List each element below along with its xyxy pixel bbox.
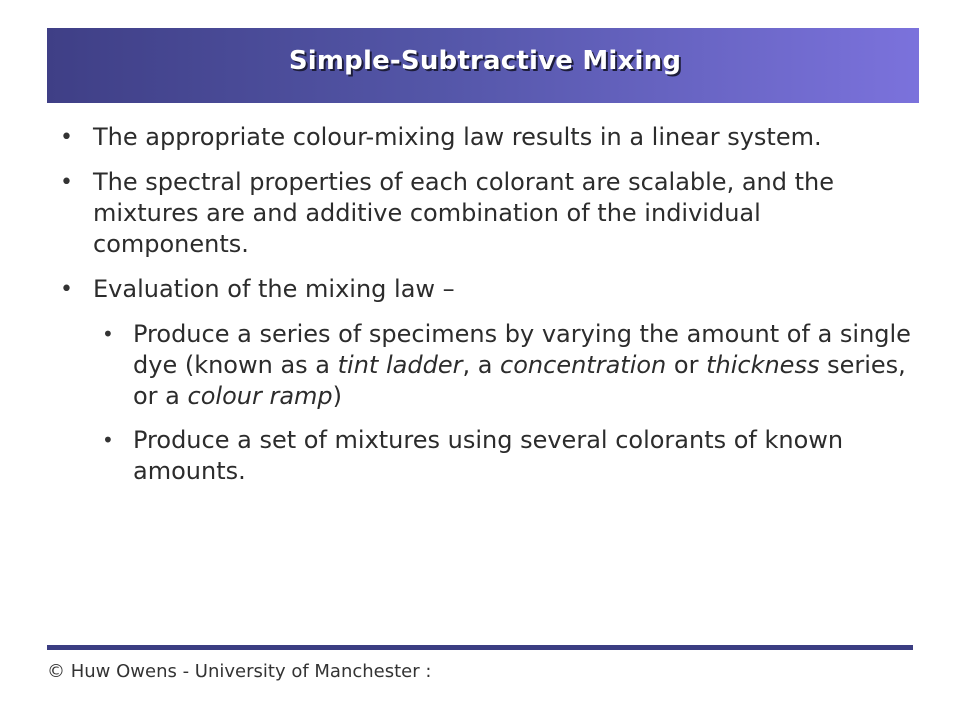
sub-bullet-item bbox=[98, 425, 918, 487]
bullet-dot-icon: • bbox=[60, 125, 73, 150]
text-run: , a bbox=[462, 351, 501, 379]
footer-credit: © Huw Owens - University of Manchester : bbox=[47, 661, 432, 682]
slide-title: Simple-Subtractive Mixing bbox=[288, 45, 682, 76]
bullet-item bbox=[58, 274, 918, 305]
slide-title-bar bbox=[47, 28, 919, 103]
bullet-dot-icon: • bbox=[60, 170, 73, 195]
bullet-text: Evaluation of the mixing law – bbox=[93, 275, 455, 303]
bullet-text: The appropriate colour-mixing law results in a linear system. bbox=[93, 123, 822, 151]
bullet-text: The spectral properties of each colorant are scalable, and the mixtures are and additive combination of the individual components. bbox=[93, 168, 834, 258]
text-run: series, or a bbox=[133, 351, 906, 410]
text-run: Produce a series of specimens by varying the amount of a single dye (known as a bbox=[133, 320, 911, 379]
term-concentration: concentration bbox=[500, 351, 667, 379]
term-colour-ramp: colour ramp bbox=[187, 382, 333, 410]
sub-bullet-text bbox=[133, 320, 911, 410]
bullet-dot-icon: • bbox=[60, 277, 73, 302]
sub-bullet-text: Produce a set of mixtures using several colorants of known amounts. bbox=[133, 426, 844, 485]
term-thickness: thickness bbox=[706, 351, 820, 379]
bullet-item bbox=[58, 122, 918, 153]
bullet-dot-icon: • bbox=[102, 428, 114, 452]
slide-body bbox=[58, 122, 918, 500]
bullet-dot-icon: • bbox=[102, 322, 114, 346]
term-tint-ladder: tint ladder bbox=[337, 351, 463, 379]
bullet-item bbox=[58, 167, 918, 260]
footer-divider bbox=[47, 645, 913, 650]
text-run: or bbox=[666, 351, 707, 379]
sub-bullet-item bbox=[98, 319, 918, 412]
text-run: ) bbox=[332, 382, 343, 410]
